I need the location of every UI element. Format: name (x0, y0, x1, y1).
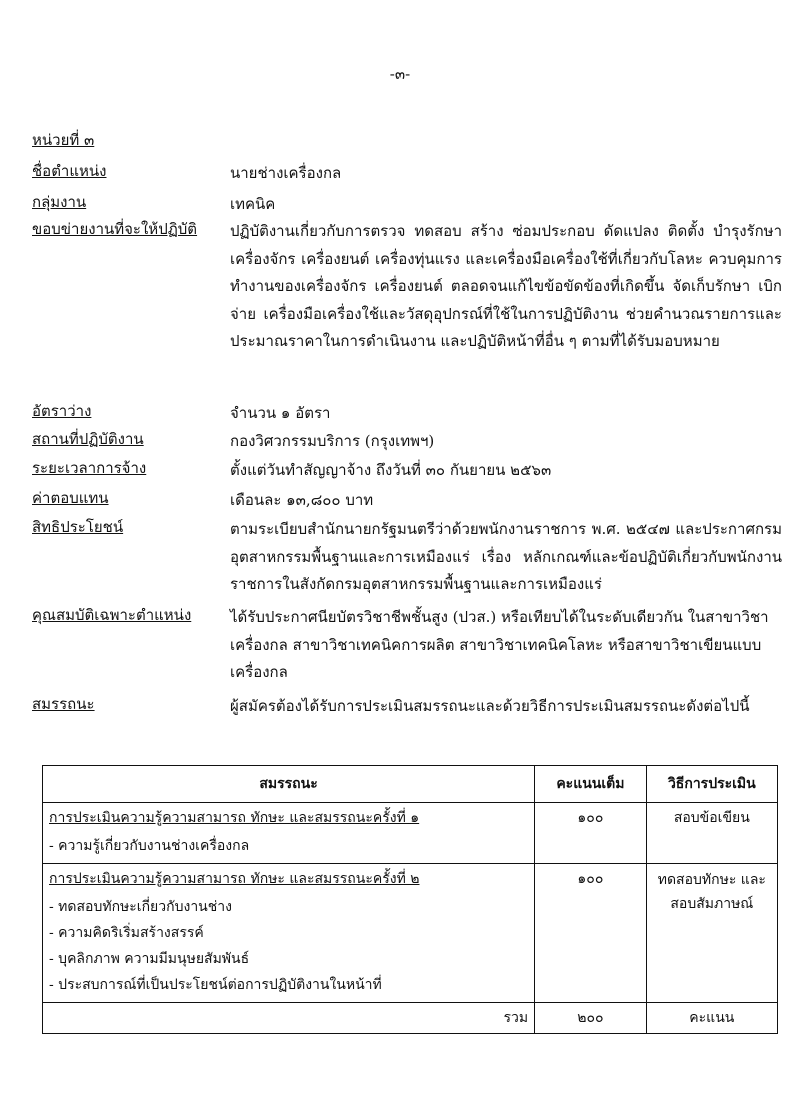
round-2-score: ๑๐๐ (535, 864, 647, 1003)
total-unit: คะแนน (646, 1003, 777, 1034)
header-full-score: คะแนนเต็ม (535, 766, 647, 803)
round-1-cell (43, 803, 535, 864)
field-value: ผู้สมัครต้องได้รับการประเมินสมรรถนะและด้วยวิธีการประเมินสมรรถนะดังต่อไปนี้ (230, 697, 750, 715)
field-value: ตามระเบียบสำนักนายกรัฐมนตรีว่าด้วยพนักงานราชการ พ.ศ. ๒๕๔๗ และประกาศกรมอุตสาหกรรมพื้นฐานและการเหมืองแร่ เรื่อง หลักเกณฑ์และข้อปฏิบัติเกี่ยวกับพนักงานราชการในสังกัดกรมอุตสาหกรรมพื้นฐานและการเหมืองแร่ (230, 520, 782, 593)
field-label: อัตราว่าง (32, 402, 92, 420)
unit-title: หน่วยที่ ๓ (32, 131, 95, 149)
field-value: ได้รับประกาศนียบัตรวิชาชีพชั้นสูง (ปวส.) หรือเทียบได้ในระดับเดียวกัน ในสาขาวิชาเครื่องกล สาขาวิชาเทคนิคการผลิต สาขาวิชาเทคนิคโลหะ หรือสาขาวิชาเขียนแบบเครื่องกล (230, 608, 769, 681)
field-value: เทคนิค (230, 195, 276, 213)
table-total-row (43, 1003, 778, 1034)
round-1-title: การประเมินความรู้ความสามารถ ทักษะ และสมรรถนะครั้งที่ ๑ (49, 810, 420, 826)
table-row-round-1 (43, 803, 778, 864)
round-1-score: ๑๐๐ (535, 803, 647, 864)
field-value: เดือนละ ๑๓,๘๐๐ บาท (230, 491, 374, 509)
total-score: ๒๐๐ (535, 1003, 647, 1034)
round-2-cell (43, 864, 535, 1003)
list-item: - ประสบการณ์ที่เป็นประโยชน์ต่อการปฏิบัติงานในหน้าที่ (49, 977, 382, 993)
field-label: ขอบข่ายงานที่จะให้ปฏิบัติ (32, 220, 198, 238)
table-row-round-2 (43, 864, 778, 1003)
total-label: รวม (43, 1003, 535, 1034)
field-value: ตั้งแต่วันทำสัญญาจ้าง ถึงวันที่ ๓๐ กันยายน ๒๕๖๓ (230, 461, 552, 479)
field-label: ค่าตอบแทน (32, 489, 109, 507)
field-label: คุณสมบัติเฉพาะตำแหน่ง (32, 606, 192, 624)
field-value: นายช่างเครื่องกล (230, 164, 342, 182)
round-2-title: การประเมินความรู้ความสามารถ ทักษะ และสมรรถนะครั้งที่ ๒ (49, 871, 420, 887)
field-label: ชื่อตำแหน่ง (32, 162, 107, 180)
round-2-method: ทดสอบทักษะ และสอบสัมภาษณ์ (646, 864, 777, 1003)
header-competency: สมรรถนะ (43, 766, 535, 803)
list-item: - ความรู้เกี่ยวกับงานช่างเครื่องกล (49, 838, 250, 854)
field-value: จำนวน ๑ อัตรา (230, 404, 331, 422)
list-item: - ทดสอบทักษะเกี่ยวกับงานช่าง (49, 899, 232, 915)
list-item: - บุคลิกภาพ ความมีมนุษยสัมพันธ์ (49, 951, 250, 967)
page-number: -๓- (389, 65, 411, 83)
field-label: กลุ่มงาน (32, 193, 87, 211)
header-method: วิธีการประเมิน (646, 766, 777, 803)
list-item: - ความคิดริเริ่มสร้างสรรค์ (49, 925, 204, 941)
round-1-method: สอบข้อเขียน (646, 803, 777, 864)
field-value: ปฏิบัติงานเกี่ยวกับการตรวจ ทดสอบ สร้าง ซ่อมประกอบ ดัดแปลง ติดตั้ง บำรุงรักษา เครื่องจักร เครื่องยนต์ เครื่องทุ่นแรง และเครื่องมือเครื่องใช้ที่เกี่ยวกับโลหะ ควบคุมการทำงานของเครื่องจักร เครื่องยนต์ ตลอดจนแก้ไขข้อขัดข้องที่เกิดขึ้น จัดเก็บรักษา เบิกจ่าย เครื่องมือเครื่องใช้และวัสดุอุปกรณ์ที่ใช้ในการปฏิบัติงาน ช่วยคำนวณรายการและประมาณราคาในการดำเนินงาน และปฏิบัติหน้าที่อื่น ๆ ตามที่ได้รับมอบหมาย (230, 222, 782, 350)
table-header-row (43, 766, 778, 803)
field-label: ระยะเวลาการจ้าง (32, 459, 147, 477)
field-value: กองวิศวกรรมบริการ (กรุงเทพฯ) (230, 432, 435, 450)
competency-table (42, 765, 778, 1034)
field-label: สมรรถนะ (32, 695, 95, 713)
field-label: สิทธิประโยชน์ (32, 518, 124, 536)
field-label: สถานที่ปฏิบัติงาน (32, 430, 144, 448)
